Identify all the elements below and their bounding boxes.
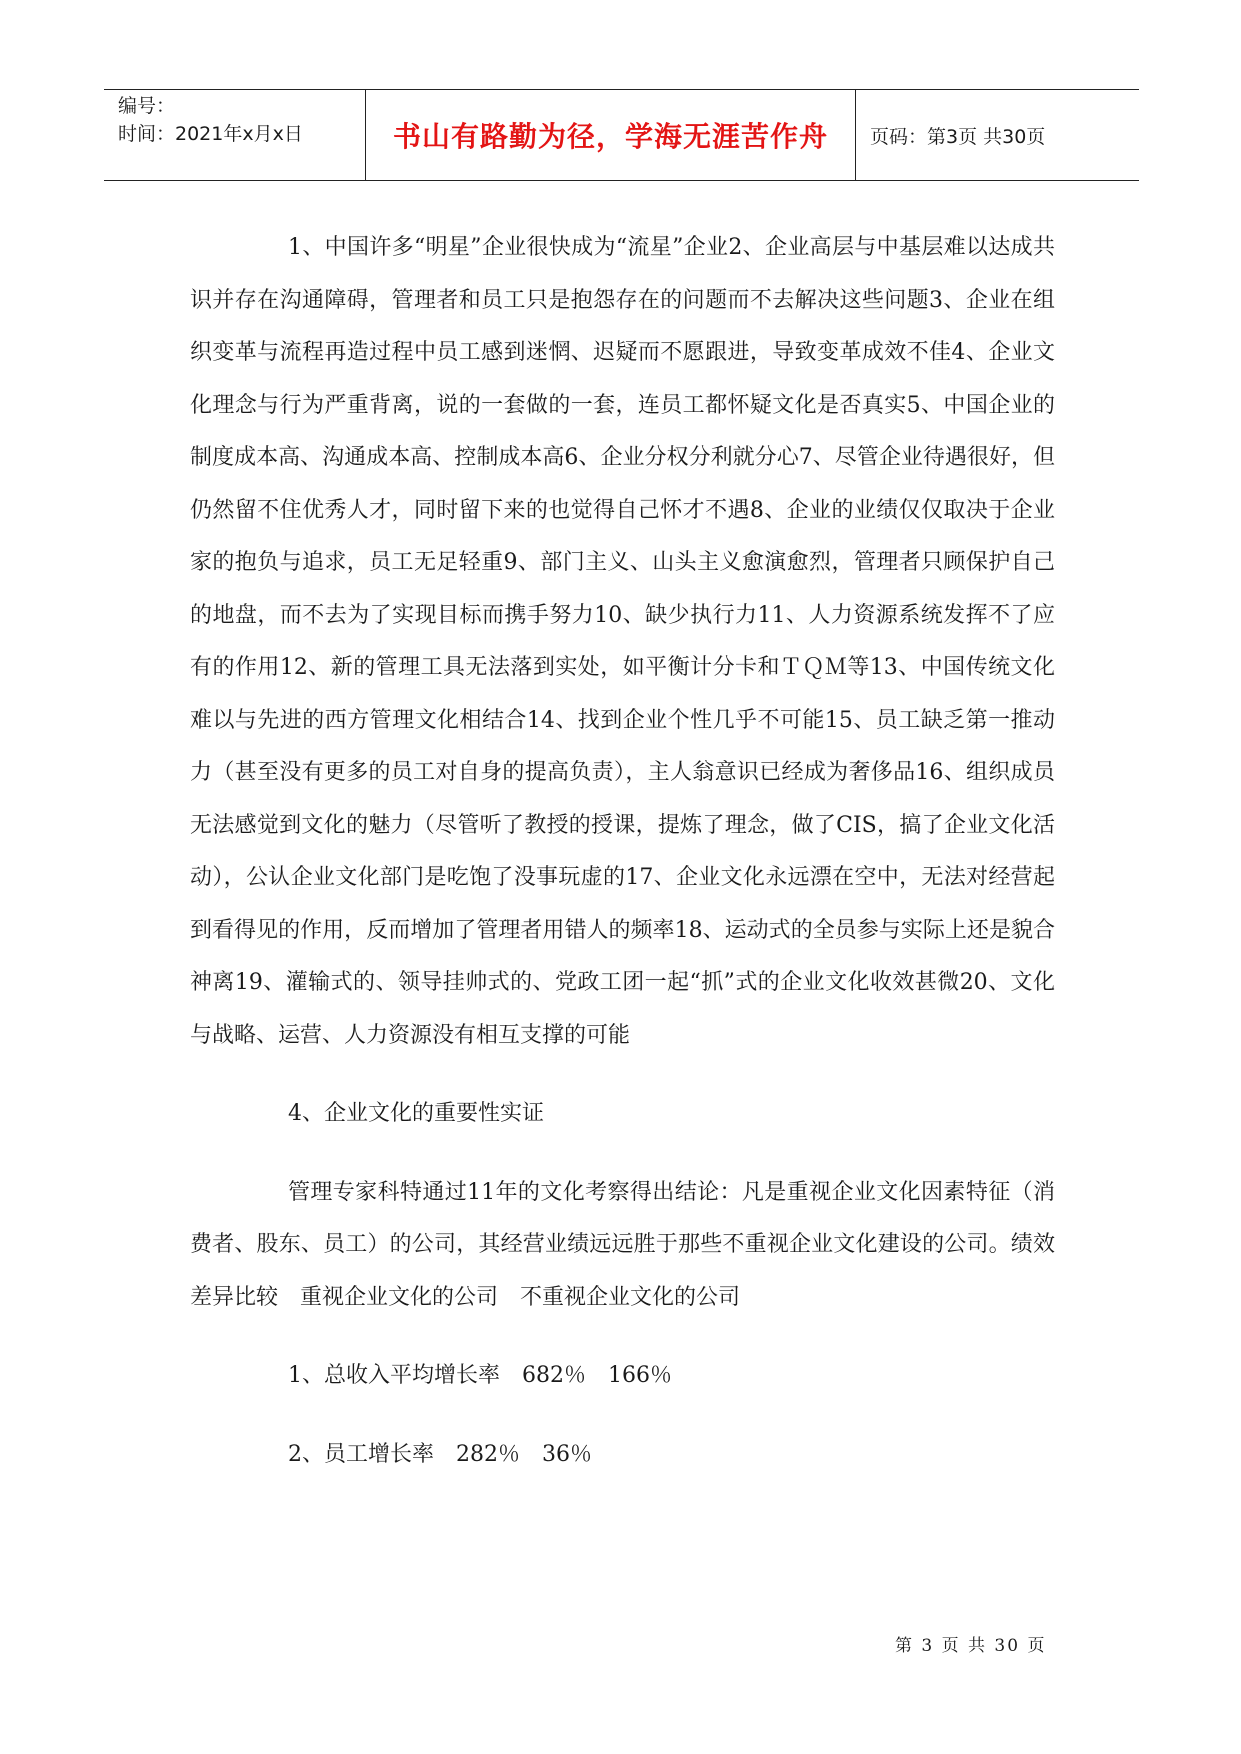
body-paragraph-evidence: 管理专家科特通过11年的文化考察得出结论：凡是重视企业文化因素特征（消费者、股东、员工）的公司，其经营业绩远远胜于那些不重视企业文化建设的公司。绩效差异比较 重视企业文化的公司 不重视企业文化的公司 <box>190 1179 1055 1310</box>
body-paragraph-problems: 1、中国许多“明星”企业很快成为“流星”企业2、企业高层与中基层难以达成共识并存在沟通障碍，管理者和员工只是抱怨存在的问题而不去解决这些问题3、企业在组织变革与流程再造过程中员工感到迷惘、迟疑而不愿跟进，导致变革成效不佳4、企业文化理念与行为严重背离，说的一套做的一套，连员工都怀疑文化是否真实5、中国企业的制度成本高、沟通成本高、控制成本高6、企业分权分利就分心7、尽管企业待遇很好，但仍然留不住优秀人才，同时留下来的也觉得自己怀才不遇8、企业的业绩仅仅取决于企业家的抱负与追求，员工无足轻重9、部门主义、山头主义愈演愈烈，管理者只顾保护自己的地盘，而不去为了实现目标而携手努力10、缺少执行力11、人力资源系统发挥不了应有的作用12、新的管理工具无法落到实处，如平衡计分卡和ＴＱＭ等13、中国传统文化难以与先进的西方管理文化相结合14、找到企业个性几乎不可能15、员工缺乏第一推动力（甚至没有更多的员工对自身的提高负责），主人翁意识已经成为奢侈品16、组织成员无法感觉到文化的魅力（尽管听了教授的授课，提炼了理念，做了CIS，搞了企业文化活动），公认企业文化部门是吃饱了没事玩虚的17、企业文化永远漂在空中，无法对经营起到看得见的作用，反而增加了管理者用错人的频率18、运动式的全员参与实际上还是貌合神离19、灌输式的、领导挂帅式的、党政工团一起“抓”式的企业文化收效甚微20、文化与战略、运营、人力资源没有相互支撑的可能 <box>190 235 1055 1048</box>
page-footer: 第 3 页 共 30 页 <box>895 1636 1047 1656</box>
document-number-label: 编号： <box>118 95 176 117</box>
document-date-label: 时间：2021年x月x日 <box>118 123 303 145</box>
header-motto: 书山有路勤为径，学海无涯苦作舟 <box>366 90 856 180</box>
header-meta <box>104 90 366 180</box>
list-item: 1、总收入平均增长率 682％ 166％ <box>288 1363 672 1388</box>
section-heading: 4、企业文化的重要性实证 <box>288 1101 544 1126</box>
header-page-number: 页码：第3页 共30页 <box>870 125 1046 148</box>
page-header <box>104 89 1139 181</box>
document-body <box>190 222 1055 1481</box>
list-item: 2、员工增长率 282％ 36％ <box>288 1441 592 1467</box>
